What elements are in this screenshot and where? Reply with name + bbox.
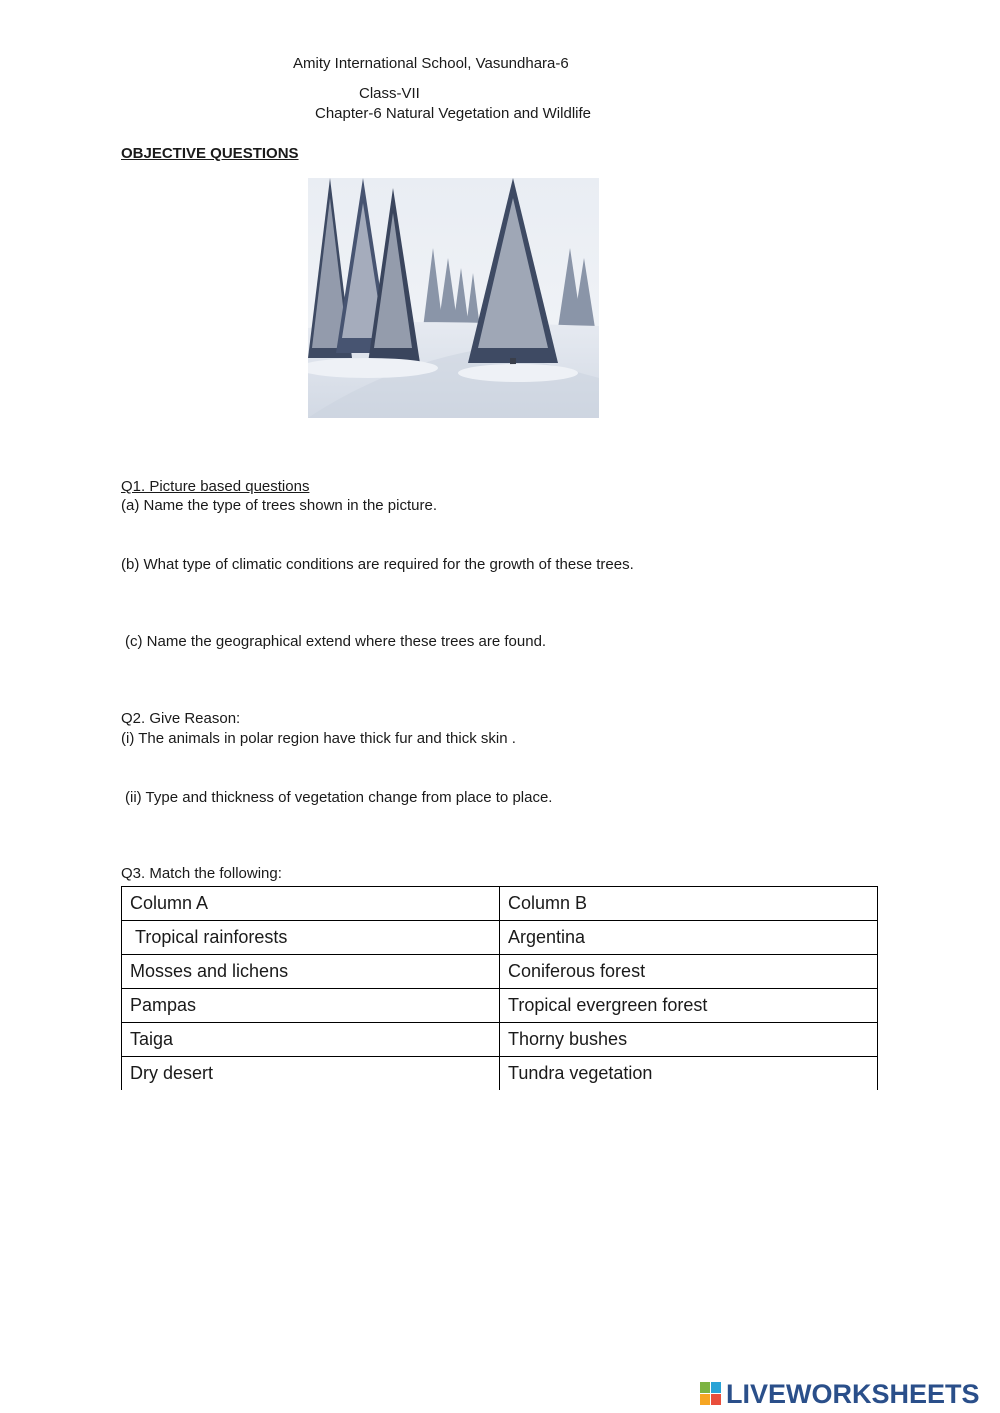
liveworksheets-logo-icon — [700, 1382, 722, 1406]
class-name: Class-VII — [359, 85, 420, 102]
q2-part-ii: (ii) Type and thickness of vegetation change from place to place. — [125, 789, 553, 806]
table-cell: Tropical rainforests — [122, 921, 500, 955]
table-cell: Column B — [500, 887, 878, 921]
table-cell: Argentina — [500, 921, 878, 955]
chapter-title: Chapter-6 Natural Vegetation and Wildlife — [315, 105, 591, 122]
liveworksheets-watermark — [700, 1380, 980, 1408]
table-cell: Tundra vegetation — [500, 1057, 878, 1091]
table-row — [122, 887, 878, 921]
q1-part-c: (c) Name the geographical extend where these trees are found. — [125, 633, 547, 650]
table-cell: Coniferous forest — [500, 955, 878, 989]
table-cell: Tropical evergreen forest — [500, 989, 878, 1023]
match-table — [121, 886, 878, 1090]
table-cell: Thorny bushes — [500, 1023, 878, 1057]
table-row — [122, 1023, 878, 1057]
q1-part-a: (a) Name the type of trees shown in the picture. — [121, 497, 437, 514]
table-cell: Column A — [122, 887, 500, 921]
table-row — [122, 989, 878, 1023]
table-cell: Taiga — [122, 1023, 500, 1057]
table-cell: Dry desert — [122, 1057, 500, 1091]
snowy-forest-picture — [308, 178, 599, 418]
table-cell: Pampas — [122, 989, 500, 1023]
q2-title: Q2. Give Reason: — [121, 710, 241, 727]
q3-title: Q3. Match the following: — [121, 865, 282, 882]
table-cell: Mosses and lichens — [122, 955, 500, 989]
school-name: Amity International School, Vasundhara-6 — [293, 55, 569, 72]
table-row — [122, 1057, 878, 1091]
q2-part-i: (i) The animals in polar region have thick fur and thick skin . — [121, 730, 516, 747]
table-row — [122, 921, 878, 955]
q1-title: Q1. Picture based questions — [121, 478, 310, 495]
table-row — [122, 955, 878, 989]
watermark-text: LIVEWORKSHEETS — [726, 1378, 980, 1409]
q1-part-b: (b) What type of climatic conditions are required for the growth of these trees. — [121, 556, 634, 573]
section-title: OBJECTIVE QUESTIONS — [121, 145, 299, 162]
